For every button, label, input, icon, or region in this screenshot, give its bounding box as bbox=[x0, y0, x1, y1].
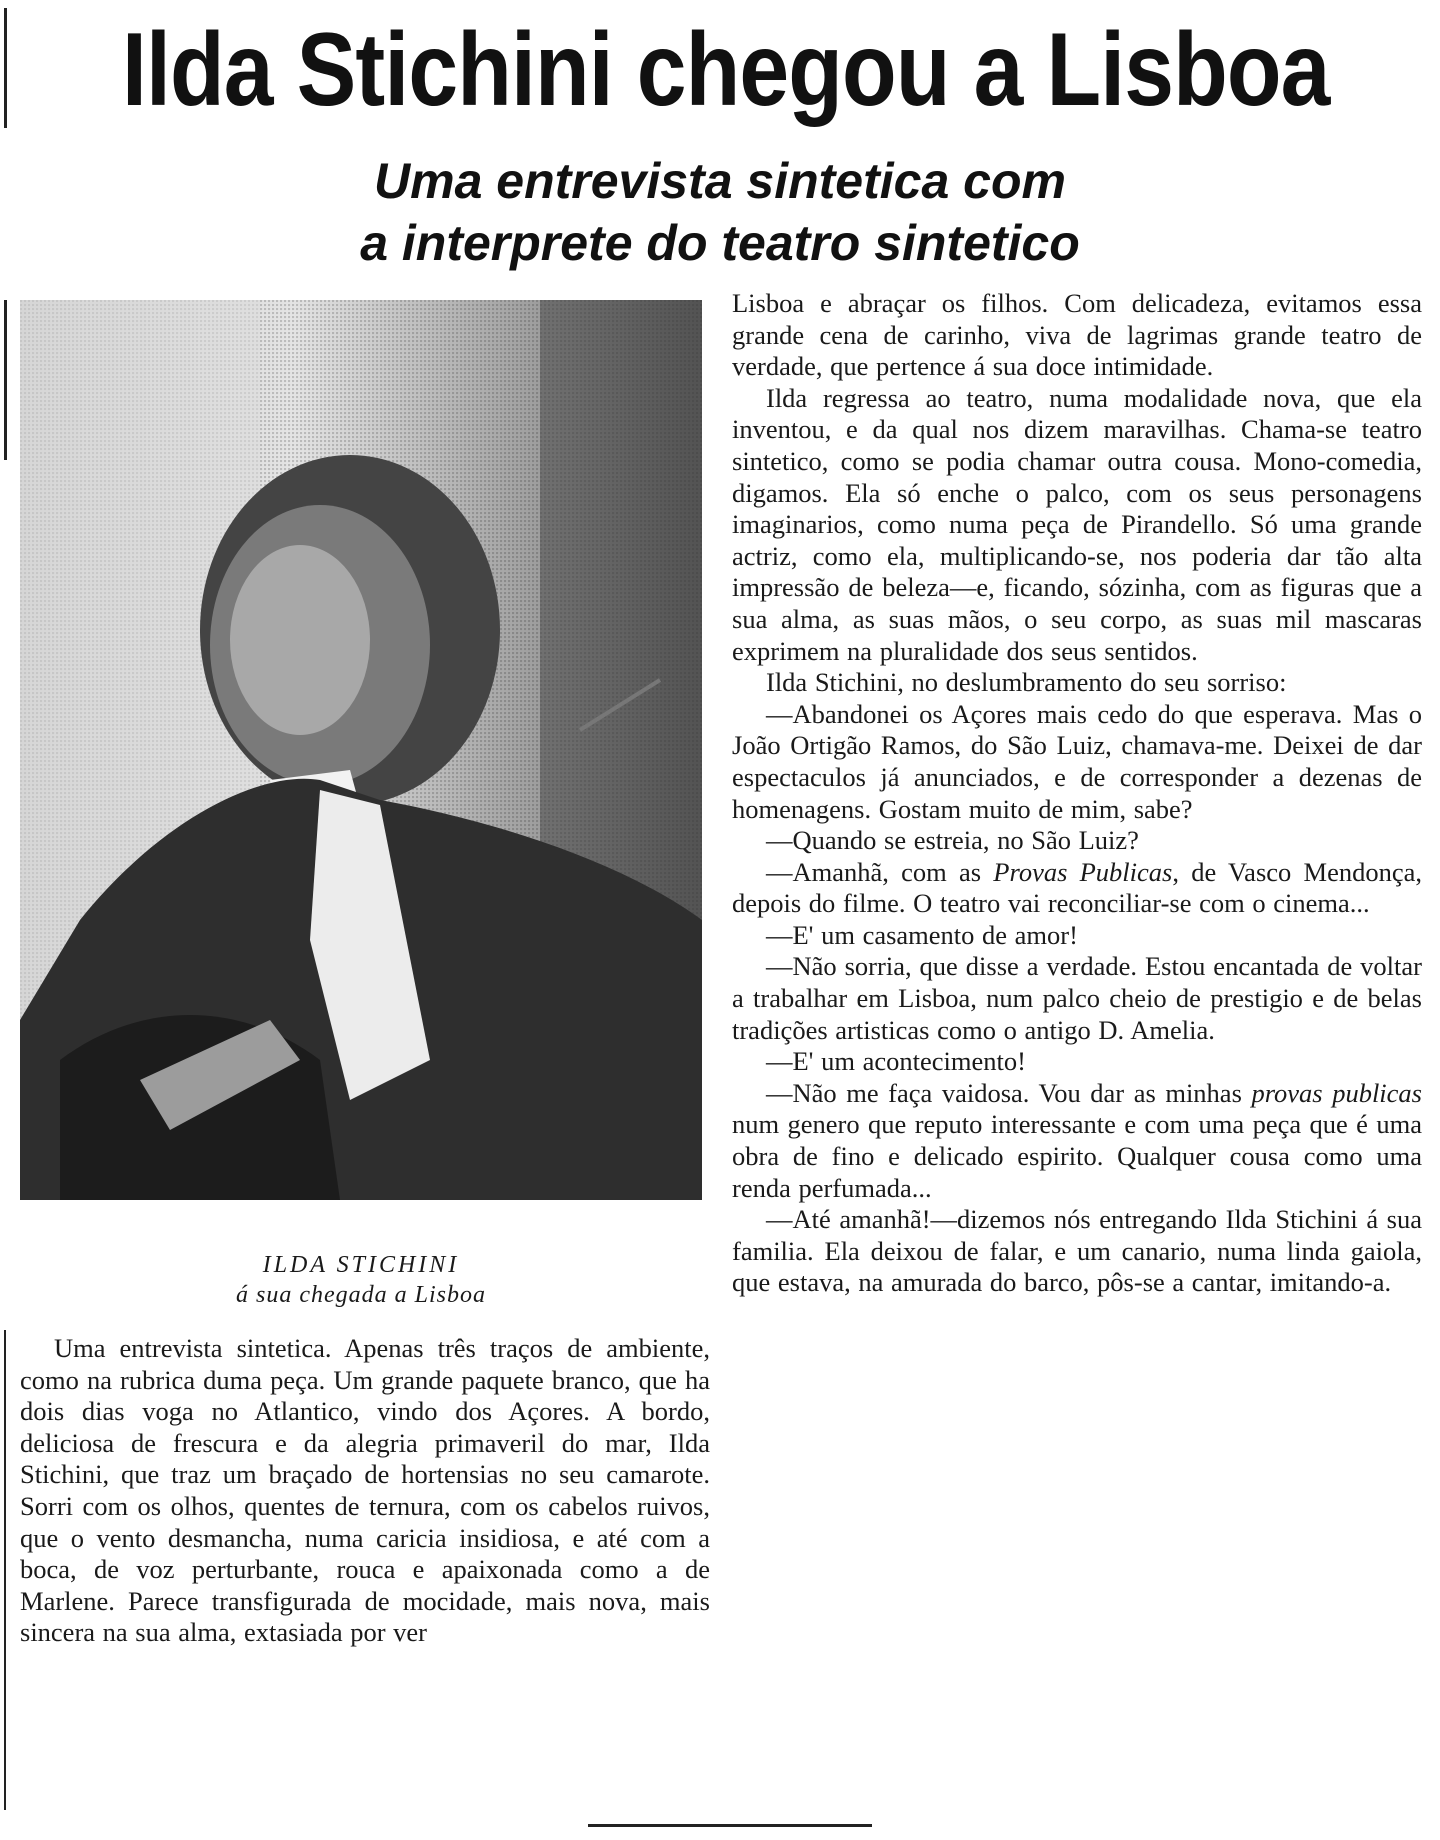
margin-rule bbox=[4, 1330, 6, 1810]
photo-caption bbox=[20, 1250, 702, 1310]
article-paragraph: Lisboa e abraçar os filhos. Com delicadeza, evitamos essa grande cena de carinho, viva de lagrimas grande teatro de verdade, que pertence á sua doce intimidade. bbox=[732, 288, 1422, 382]
subheadline-line-2: a interprete do teatro sintetico bbox=[360, 215, 1080, 271]
margin-rule bbox=[4, 300, 7, 460]
text-run: num genero que reputo interessante e com uma peça que é uma obra de fino e delicado espirito. Qualquer cousa como uma renda perfumada... bbox=[732, 1109, 1422, 1203]
article-column-right bbox=[732, 288, 1422, 1299]
portrait-photo bbox=[20, 300, 702, 1200]
article-paragraph: —Não sorria, que disse a verdade. Estou encantada de voltar a trabalhar em Lisboa, num palco cheio de prestigio e de belas tradições artisticas como o antigo D. Amelia. bbox=[732, 951, 1422, 1045]
headline: Ilda Stichini chegou a Lisboa bbox=[122, 12, 1330, 128]
article-paragraph: —Até amanhã!—dizemos nós entregando Ilda Stichini á sua familia. Ela deixou de falar, e um canario, numa linda gaiola, que estava, na amurada do barco, pôs-se a cantar, imitando-a. bbox=[732, 1204, 1422, 1298]
end-rule bbox=[588, 1824, 872, 1827]
subheadline bbox=[120, 150, 1320, 274]
text-run: —Amanhã, com as bbox=[766, 856, 994, 887]
article-column-left bbox=[20, 1333, 710, 1649]
article-paragraph: Ilda regressa ao teatro, numa modalidade nova, que ela inventou, e da qual nos dizem maravilhas. Chama-se teatro sintetico, como se podia chamar outra cousa. Mono-comedia, digamos. Ela só enche o palco, com os seus personagens imaginarios, como numa peça de Pirandello. Só uma grande actriz, como ela, multiplicando-se, nos poderia dar tão alta impressão de beleza—e, ficando, sózinha, com as figuras que a sua alma, as suas mãos, o seu corpo, as suas mil mascaras exprimem na pluralidade dos seus sentidos. bbox=[732, 382, 1422, 666]
margin-rule bbox=[4, 8, 7, 128]
subheadline-line-1: Uma entrevista sintetica com bbox=[374, 153, 1066, 209]
article-paragraph: —Quando se estreia, no São Luiz? bbox=[766, 825, 1139, 856]
text-run: , de Vasco Mendonça, depois do filme. O teatro vai reconciliar-se com o cinema... bbox=[732, 856, 1422, 919]
article-paragraph bbox=[732, 857, 1422, 920]
text-run: —Não me faça vaidosa. Vou dar as minhas bbox=[766, 1077, 1252, 1108]
caption-detail: á sua chegada a Lisboa bbox=[236, 1282, 486, 1308]
article-paragraph: —Abandonei os Açores mais cedo do que esperava. Mas o João Ortigão Ramos, do São Luiz, chamava-me. Deixei de dar espectaculos já anunciados, e de corresponder a dezenas de homenagens. Gostam muito de mim, sabe? bbox=[732, 698, 1422, 824]
article-paragraph: Uma entrevista sintetica. Apenas três traços de ambiente, como na rubrica duma peça. Um grande paquete branco, que ha dois dias voga no Atlantico, vindo dos Açores. A bordo, deliciosa de frescura e da alegria primaveril do mar, Ilda Stichini, que traz um braçado de hortensias no seu camarote. Sorri com os olhos, quentes de ternura, com os cabelos ruivos, que o vento desmancha, numa caricia insidiosa, e até com a boca, de voz perturbante, rouca e apaixonada como a de Marlene. Parece transfigurada de mocidade, mais nova, mais sincera na sua alma, extasiada por ver bbox=[20, 1333, 710, 1648]
article-paragraph: —E' um acontecimento! bbox=[766, 1046, 1026, 1077]
article-paragraph bbox=[732, 1078, 1422, 1204]
caption-name: ILDA STICHINI bbox=[262, 1252, 460, 1278]
title-italic: Provas Publicas bbox=[993, 856, 1173, 887]
article-paragraph: —E' um casamento de amor! bbox=[766, 919, 1078, 950]
article-paragraph: Ilda Stichini, no deslumbramento do seu sorriso: bbox=[766, 667, 1287, 698]
portrait-illustration bbox=[20, 300, 702, 1200]
title-italic: provas publicas bbox=[1251, 1077, 1422, 1108]
